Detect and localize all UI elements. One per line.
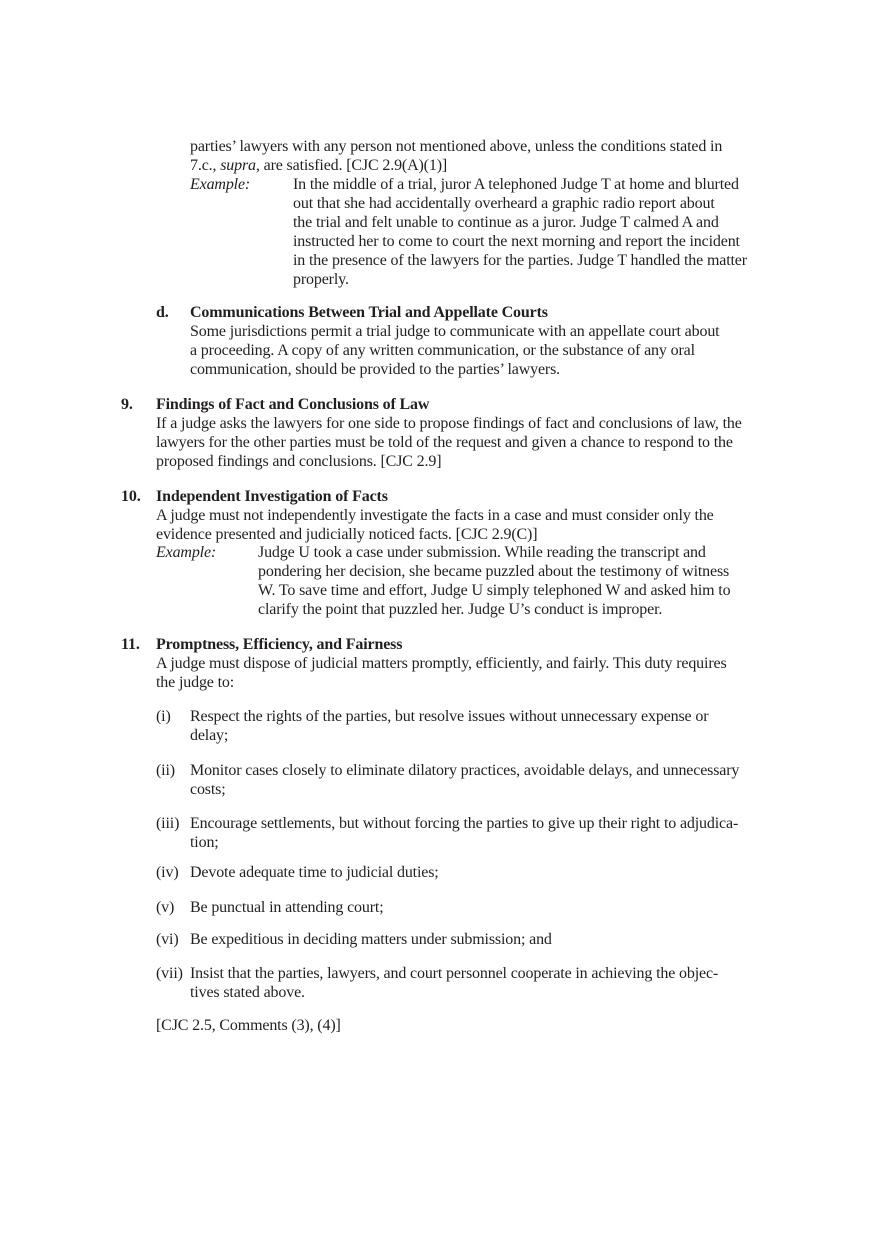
text-line: Be punctual in attending court; — [190, 899, 384, 916]
list-item-number: (vii) — [156, 965, 183, 982]
text-line: in the presence of the lawyers for the parties. Judge T handled the matter — [293, 252, 747, 269]
text-line: evidence presented and judicially noticed facts. [CJC 2.9(C)] — [156, 526, 538, 543]
text-span: 7.c., — [190, 157, 221, 174]
list-item — [190, 964, 718, 1002]
text-line: properly. — [293, 271, 349, 288]
text-line: communication, should be provided to the parties’ lawyers. — [190, 361, 561, 378]
supra-italic: supra — [220, 157, 256, 174]
intro-paragraph — [190, 137, 722, 175]
text-line: If a judge asks the lawyers for one side to propose findings of fact and conclusions of law, the — [156, 415, 742, 432]
example-label: Example: — [190, 176, 251, 193]
section-number: d. — [156, 304, 169, 321]
section-number: 10. — [121, 488, 141, 505]
list-item — [190, 930, 552, 949]
list-item-number: (v) — [156, 899, 175, 916]
text-line: lawyers for the other parties must be told of the request and given a chance to respond to the — [156, 434, 733, 451]
section-heading: Promptness, Efficiency, and Fairness — [156, 636, 403, 653]
text-span: , are satisfied. [CJC 2.9(A)(1)] — [255, 157, 448, 174]
text-line: the judge to: — [156, 674, 235, 691]
text-line: the trial and felt unable to continue as a juror. Judge T calmed A and — [293, 214, 719, 231]
list-item — [190, 761, 739, 799]
text-line: tives stated above. — [190, 984, 305, 1001]
list-item-number: (iv) — [156, 864, 179, 881]
text-line: Some jurisdictions permit a trial judge to communicate with an appellate court about — [190, 323, 720, 340]
list-item — [190, 863, 439, 882]
section-9 — [156, 395, 742, 471]
text-line — [190, 156, 722, 175]
text-line: Monitor cases closely to eliminate dilatory practices, avoidable delays, and unnecessary — [190, 762, 740, 779]
text-line: costs; — [190, 781, 226, 798]
section-number: 11. — [121, 636, 140, 653]
text-line: A judge must dispose of judicial matters promptly, efficiently, and fairly. This duty requires — [156, 655, 727, 672]
text-line: a proceeding. A copy of any written communication, or the substance of any oral — [190, 342, 695, 359]
list-item — [190, 814, 738, 852]
text-line: proposed findings and conclusions. [CJC 2.9] — [156, 453, 442, 470]
text-line: Be expeditious in deciding matters under submission; and — [190, 931, 552, 948]
list-item — [190, 707, 708, 745]
text-line: pondering her decision, she became puzzled about the testimony of witness — [258, 563, 730, 580]
example-text — [258, 543, 730, 619]
section-11 — [156, 635, 727, 692]
section-heading: Independent Investigation of Facts — [156, 488, 388, 505]
section-10 — [156, 487, 714, 544]
section-heading: Findings of Fact and Conclusions of Law — [156, 396, 430, 413]
text-line: In the middle of a trial, juror A telephoned Judge T at home and blurted — [293, 176, 739, 193]
text-line: W. To save time and effort, Judge U simply telephoned W and asked him to — [258, 582, 731, 599]
text-line: delay; — [190, 727, 229, 744]
section-d — [190, 303, 719, 379]
text-line: Devote adequate time to judicial duties; — [190, 864, 439, 881]
list-item-number: (ii) — [156, 762, 175, 779]
text-line: A judge must not independently investigate the facts in a case and must consider only the — [156, 507, 714, 524]
list-item-number: (i) — [156, 708, 171, 725]
text-line: instructed her to come to court the next morning and report the incident — [293, 233, 740, 250]
example-text — [293, 175, 747, 289]
text-line: Insist that the parties, lawyers, and court personnel cooperate in achieving the objec- — [190, 965, 719, 982]
list-item — [190, 898, 384, 917]
text-line: Encourage settlements, but without forcing the parties to give up their right to adjudica- — [190, 815, 739, 832]
text-line: parties’ lawyers with any person not mentioned above, unless the conditions stated in — [190, 138, 723, 155]
text-line: Respect the rights of the parties, but resolve issues without unnecessary expense or — [190, 708, 709, 725]
text-line: clarify the point that puzzled her. Judge U’s conduct is improper. — [258, 601, 663, 618]
text-line: out that she had accidentally overheard a graphic radio report about — [293, 195, 715, 212]
section-number: 9. — [121, 396, 133, 413]
list-item-number: (iii) — [156, 815, 180, 832]
list-item-number: (vi) — [156, 931, 179, 948]
citation: [CJC 2.5, Comments (3), (4)] — [156, 1017, 341, 1034]
text-line: Judge U took a case under submission. While reading the transcript and — [258, 544, 706, 561]
section-heading: Communications Between Trial and Appellate Courts — [190, 304, 548, 321]
text-line: tion; — [190, 834, 219, 851]
example-label: Example: — [156, 544, 217, 561]
